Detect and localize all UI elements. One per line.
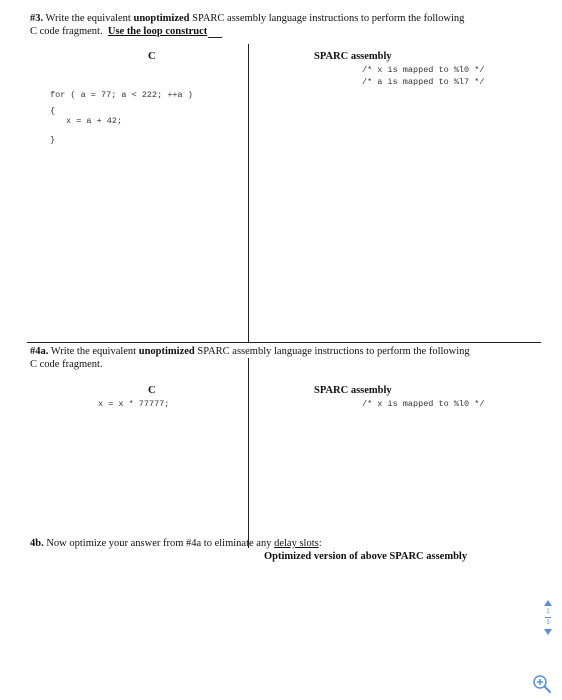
q3-bold-word: unoptimized bbox=[133, 13, 190, 24]
q4a-text-a: Write the equivalent bbox=[48, 346, 139, 357]
q4b-delay-slots-link: delay slots bbox=[274, 538, 319, 549]
q4a-code: x = x * 77777; bbox=[98, 399, 170, 409]
q3-column-divider bbox=[248, 44, 249, 342]
q3-text-b: SPARC assembly language instructions to perform the following bbox=[189, 13, 465, 24]
q3-comment-a: /* a is mapped to %l7 */ bbox=[362, 77, 485, 87]
q3-line2 bbox=[30, 25, 520, 38]
page-down-icon[interactable] bbox=[544, 629, 552, 635]
page-number-3[interactable]: 3 bbox=[546, 620, 550, 626]
q4a-bold-word: unoptimized bbox=[138, 346, 195, 357]
q4a-line2: C code fragment. bbox=[30, 359, 103, 370]
q4b-text: Now optimize your answer from #4a to eliminate any bbox=[43, 538, 275, 549]
q4a-comment-x: /* x is mapped to %l0 */ bbox=[362, 399, 485, 409]
q3-code-for: for ( a = 77; a < 222; ++a ) bbox=[50, 90, 193, 100]
q3-c-header: C bbox=[148, 51, 156, 62]
page-up-icon[interactable] bbox=[544, 600, 552, 606]
q4a-prompt bbox=[30, 345, 520, 371]
q3-code-close-brace: } bbox=[50, 135, 56, 145]
q3-number: #3. bbox=[30, 13, 44, 24]
q3-code-open-brace: { bbox=[50, 106, 56, 116]
q4a-column-divider bbox=[248, 358, 249, 548]
q3-underline-tail bbox=[208, 37, 222, 38]
q4b-colon: : bbox=[318, 538, 322, 549]
q4a-c-header: C bbox=[148, 385, 156, 396]
q3-line1 bbox=[30, 12, 520, 25]
page-separator bbox=[545, 617, 551, 618]
q4a-number: #4a. bbox=[30, 346, 49, 357]
zoom-in-icon[interactable] bbox=[532, 674, 552, 694]
q4b-number: 4b. bbox=[30, 538, 44, 549]
q4a-sparc-header: SPARC assembly bbox=[314, 385, 392, 396]
page-navigator bbox=[540, 600, 556, 652]
q3-line2-text: C code fragment. bbox=[30, 26, 103, 37]
q4b-prompt bbox=[30, 537, 520, 550]
page-number-2[interactable]: 2 bbox=[546, 609, 550, 615]
q3-prompt bbox=[30, 12, 520, 38]
q4b-optimized-header: Optimized version of above SPARC assembly bbox=[264, 551, 468, 562]
q3-text-a: Write the equivalent bbox=[43, 13, 134, 24]
q4a-line1 bbox=[30, 345, 520, 358]
q3-instruction: Use the loop construct bbox=[107, 26, 208, 37]
q4a-text-b: SPARC assembly language instructions to perform the following bbox=[194, 346, 470, 357]
q3-code-body: x = a + 42; bbox=[66, 116, 123, 126]
q3-comment-x: /* x is mapped to %l0 */ bbox=[362, 65, 485, 75]
section-divider bbox=[27, 342, 541, 343]
q3-sparc-header: SPARC assembly bbox=[314, 51, 392, 62]
